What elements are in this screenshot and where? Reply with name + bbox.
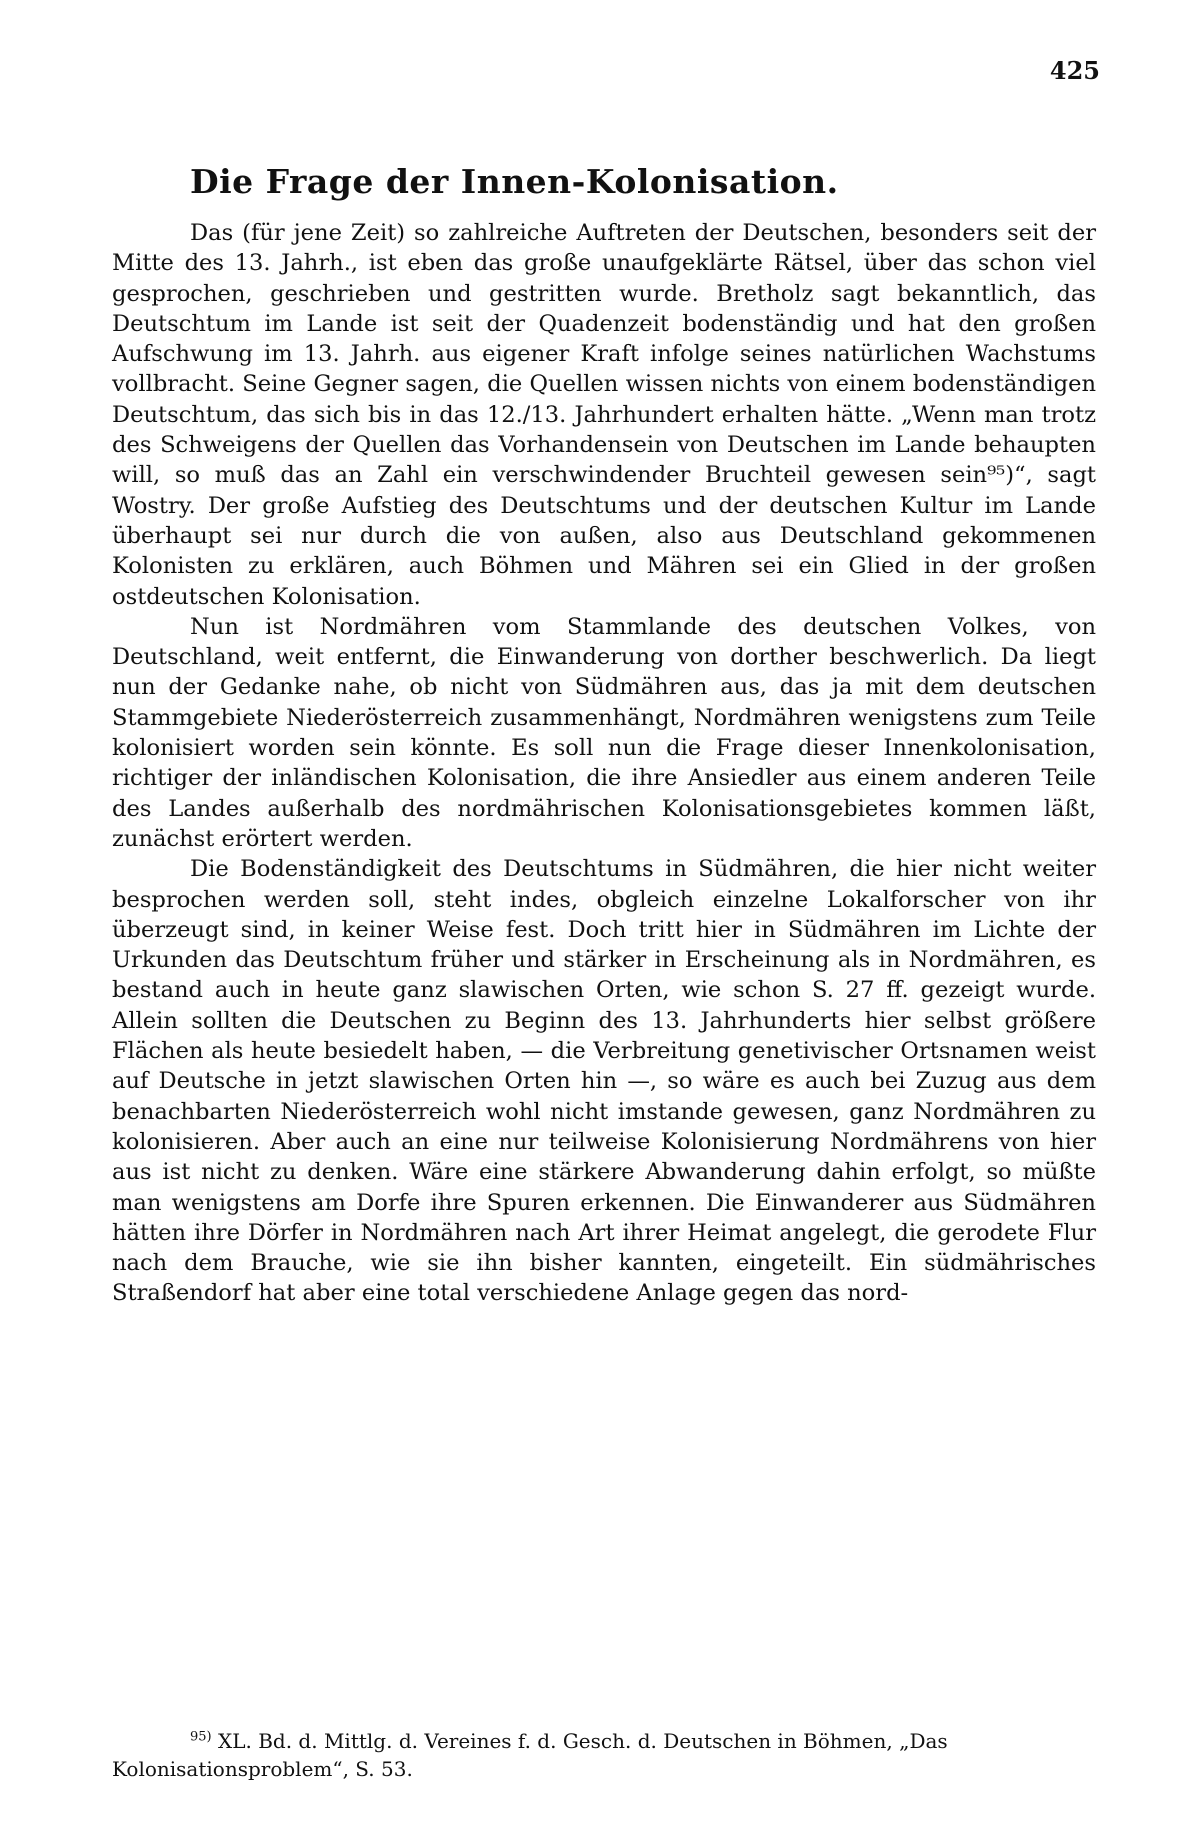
footnote-line	[112, 1727, 1096, 1783]
chapter-title: Die Frage der Innen-Kolonisation.	[190, 162, 839, 201]
footnote-mark: 95)	[190, 1729, 212, 1745]
footnote-text: XL. Bd. d. Mittlg. d. Vereines f. d. Gesch. d. Deutschen in Böhmen, „Das Kolonisationsproblem“, S. 53.	[112, 1729, 948, 1781]
paragraph-2: Nun ist Nordmähren vom Stammlande des deutschen Volkes, von Deutschland, weit entfernt, die Einwanderung von dorther beschwerlich. Da liegt nun der Gedanke nahe, ob nicht von Südmähren aus, das ja mit dem deutschen Stammgebiete Niederösterreich zusammenhängt, Nordmähren wenigstens zum Teile kolonisiert worden sein könnte. Es soll nun die Frage dieser Innenkolonisation, richtiger der inländischen Kolonisation, die ihre Ansiedler aus einem anderen Teile des Landes außerhalb des nordmährischen Kolonisationsgebietes kommen läßt, zunächst erörtert werden.	[112, 613, 1096, 852]
page-number: 425	[1049, 56, 1100, 85]
paragraph-3: Die Bodenständigkeit des Deutschtums in Südmähren, die hier nicht weiter besprochen werden soll, steht indes, obgleich einzelne Lokalforscher von ihr überzeugt sind, in keiner Weise fest. Doch tritt hier in Südmähren im Lichte der Urkunden das Deutschtum früher und stärker in Erscheinung als in Nordmähren, es bestand auch in heute ganz slawischen Orten, wie schon S. 27 ff. gezeigt wurde. Allein sollten die Deutschen zu Beginn des 13. Jahrhunderts hier selbst größere Flächen als heute besiedelt haben, — die Verbreitung genetivischer Ortsnamen weist auf Deutsche in jetzt slawischen Orten hin —, so wäre es auch bei Zuzug aus dem benachbarten Niederösterreich wohl nicht imstande gewesen, ganz Nordmähren zu kolonisieren. Aber auch an eine nur teilweise Kolonisierung Nordmährens von hier aus ist nicht zu denken. Wäre eine stärkere Abwanderung dahin erfolgt, so müßte man wenigstens am Dorfe ihre Spuren erkennen. Die Einwanderer aus Südmähren hätten ihre Dörfer in Nordmähren nach Art ihrer Heimat angelegt, die gerodete Flur nach dem Brauche, wie sie ihn bisher kannten, eingeteilt. Ein südmährisches Straßendorf hat aber eine total verschiedene Anlage gegen das nord-	[112, 856, 1096, 1307]
body-text	[112, 218, 1096, 1309]
footnote	[112, 1727, 1096, 1783]
paragraph-1: Das (für jene Zeit) so zahlreiche Auftreten der Deutschen, besonders seit der Mitte des 13. Jahrh., ist eben das große unaufgeklärte Rätsel, über das schon viel gesprochen, geschrieben und gestritten wurde. Bretholz sagt bekanntlich, das Deutschtum im Lande ist seit der Quadenzeit bodenständig und hat den großen Aufschwung im 13. Jahrh. aus eigener Kraft infolge seines natürlichen Wachstums vollbracht. Seine Gegner sagen, die Quellen wissen nichts von einem bodenständigen Deutschtum, das sich bis in das 12./13. Jahrhundert erhalten hätte. „Wenn man trotz des Schweigens der Quellen das Vorhandensein von Deutschen im Lande behaupten will, so muß das an Zahl ein verschwindender Bruchteil gewesen sein⁹⁵)“, sagt Wostry. Der große Aufstieg des Deutschtums und der deutschen Kultur im Lande überhaupt sei nur durch die von außen, also aus Deutschland gekommenen Kolonisten zu erklären, auch Böhmen und Mähren sei ein Glied in der großen ostdeutschen Kolonisation.	[112, 220, 1096, 610]
